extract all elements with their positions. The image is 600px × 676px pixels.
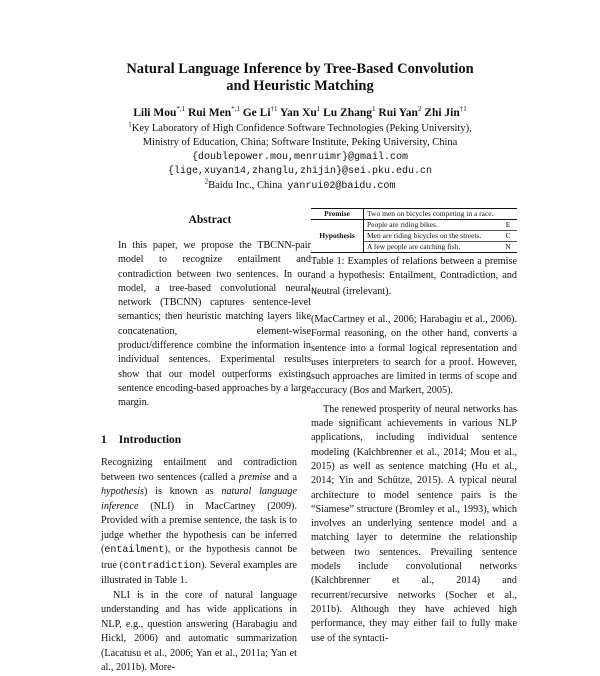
term-hypothesis: hypothesis: [101, 486, 145, 497]
text-run: ). Several examples are illustrated in Table 1.: [101, 559, 297, 586]
intro-paragraph-2: NLI is in the core of natural language understanding and has wide applications in NLP, e.g., question answering (Harabagiu and Hickl, 2006) and automatic summarization (Lacatusu et al., 2006; Yan et al., 2011a; Yan et al., 2011b). More-: [101, 589, 297, 673]
email-line-3: yanrui02@baidu.com: [287, 181, 396, 192]
author: Zhi Jin: [424, 107, 460, 119]
table-1: [311, 208, 517, 253]
affiliation-line-3: [0, 179, 600, 193]
text-run: (NLI) in MacCartney (2009). Provided with a premise sentence, the task is to judge whether the hypothesis can be inferred (: [101, 500, 297, 555]
premise-text: Two men on bicycles competing in a race.: [367, 209, 494, 218]
email-line-1: {doublepower.mou,menruimr}@gmail.com: [191, 152, 409, 163]
affiliation-text: Key Laboratory of High Confidence Software Technologies (Peking University),: [131, 123, 472, 134]
author-mark: 1: [316, 105, 321, 114]
relation-label: N: [505, 242, 511, 251]
text-run: eutral (irrelevant).: [317, 285, 392, 297]
text-run: and a: [270, 471, 297, 483]
author-mark: 2: [417, 105, 422, 114]
author: Rui Men: [187, 107, 232, 119]
text-run: ) is known as: [144, 486, 222, 497]
hypothesis-text: Men are riding bicycles on the streets.: [364, 231, 500, 242]
relation-label: E: [499, 220, 517, 231]
author: Ge Li: [242, 107, 271, 119]
right-paragraph-1: (MacCartney et al., 2006; Harabagiu et al., 2006). Formal reasoning, on the other hand, converts a sentence into a formal logical representation and uses interpreters to search for a proof. However, such approaches are limited in terms of scope and accuracy (Bos and Markert, 2005).: [311, 314, 517, 397]
affiliation-mark: 2: [204, 177, 209, 186]
premise-label: Premise: [311, 209, 364, 220]
section-heading: [101, 434, 181, 446]
label-contradiction: contradiction: [123, 560, 202, 572]
right-column-body: [311, 313, 517, 646]
affiliation-text: Baidu Inc., China: [208, 180, 283, 191]
text-run: ontradiction, and: [446, 270, 517, 282]
term-premise: premise: [238, 471, 271, 483]
abstract-text: In this paper, we propose the TBCNN-pair model to recognize entailment and contradiction between two sentences. In our model, a tree-based convolutional neural network (TBCNN) captures sentence-level semantics; then heuristic matching layers like concatenation, element-wise product/difference combine the information in individual sentences. Experimental results show that our model outperforms existing sentence encoding-based approaches by a large margin.: [118, 240, 311, 409]
left-column-body: [101, 456, 297, 676]
author-mark: †1: [459, 105, 467, 114]
author: Lili Mou: [133, 107, 177, 119]
section-title: Introduction: [118, 434, 182, 446]
author: Rui Yan: [378, 107, 418, 119]
table-row: [311, 220, 517, 231]
author-mark: *,1: [176, 105, 186, 114]
author: Lu Zhang: [323, 107, 373, 119]
author-mark: *,1: [231, 105, 240, 114]
abstract-heading: Abstract: [188, 214, 232, 226]
term-nli: natural language inference: [101, 486, 298, 512]
table-row: [311, 209, 517, 220]
caption-letter: C: [440, 271, 447, 283]
title-line-2: and Heuristic Matching: [226, 78, 374, 94]
right-paragraph-2: The renewed prosperity of neural networks has made significant achievements in various NLP applications, including individual sentence modeling (Kalchbrenner et al., 2014; Mou et al., 2015) as well as sentence matching (Hu et al., 2014; Yin and Schütze, 2015). A typical neural architecture to model sentence pairs is the “Siamese” structure (Bromley et al., 1993), which involves an underlying sentence model and a matching layer to determine the relationship between two sentences. Prevailing sentence models include convolutional networks (Kalchbrenner et al., 2014) and recurrent/recursive networks (Socher et al., 2011b). Although they have achieved high performance, they may either fail to fully make use of the syntacti-: [311, 403, 517, 644]
intro-paragraph-1: [101, 456, 297, 589]
affiliation-mark: 1: [128, 120, 132, 129]
author-mark: †1: [270, 105, 278, 114]
affiliation-line-1: [0, 122, 600, 135]
caption-letter: E: [389, 271, 396, 283]
text-run: ntailment,: [395, 270, 441, 282]
title-line-1: Natural Language Inference by Tree-Based Convolution: [126, 61, 474, 77]
text-run: Table 1: Examples of relations between a premise and a hypothesis:: [311, 256, 517, 282]
affiliation-line-2: Ministry of Education, China; Software Institute, Peking University, China: [142, 137, 458, 148]
text-run: Recognizing entailment and contradiction between two sentences (called a: [101, 457, 297, 483]
table-caption: [311, 255, 517, 300]
hypothesis-label: Hypothesis: [311, 220, 364, 253]
hypothesis-text: A few people are catching fish.: [367, 242, 461, 251]
caption-letter: N: [311, 286, 318, 298]
author: Yan Xu: [279, 107, 317, 119]
author-mark: 1: [372, 105, 376, 114]
paper-title: [0, 61, 600, 95]
email-line-2: {lige,xuyan14,zhanglu,zhijin}@sei.pku.edu.cn: [167, 166, 433, 177]
text-run: ), or the hypothesis cannot be true (: [101, 544, 297, 571]
author-list: [0, 106, 600, 120]
hypothesis-text: People are riding bikes.: [364, 220, 500, 231]
section-number: 1: [101, 434, 107, 446]
label-entailment: entailment: [104, 545, 165, 556]
relation-label: C: [499, 231, 517, 242]
